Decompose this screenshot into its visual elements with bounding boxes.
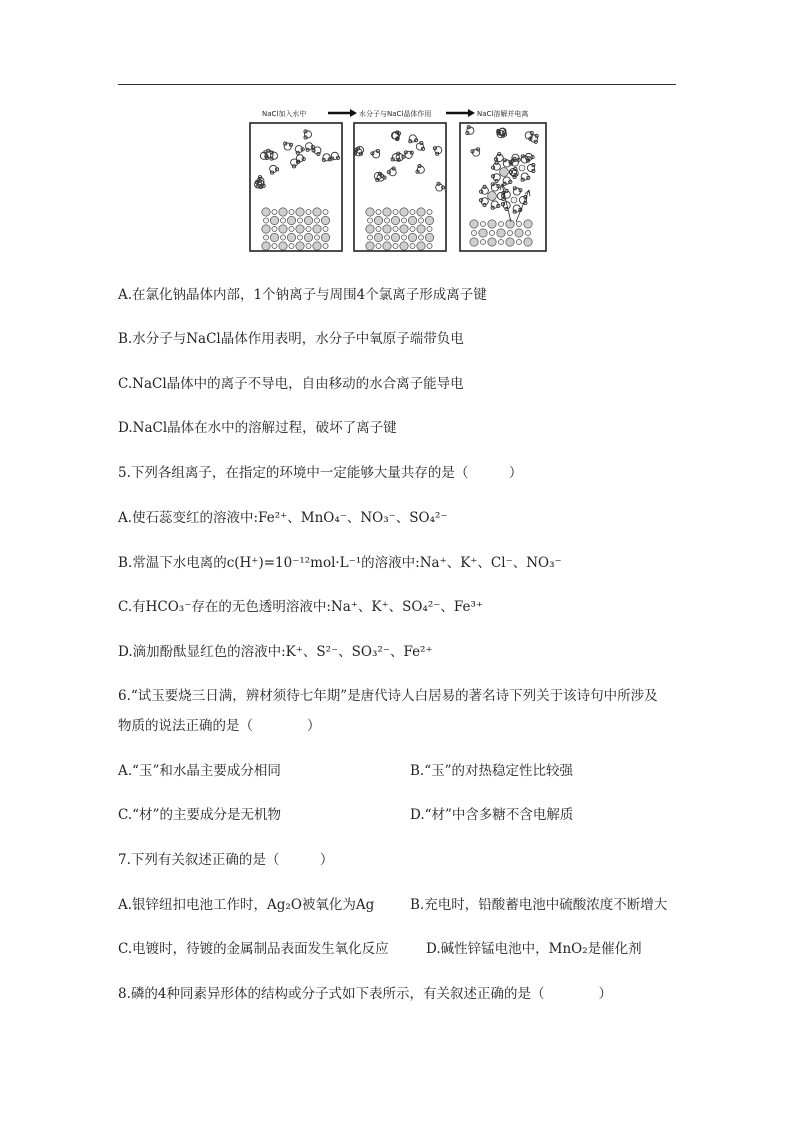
nacl-dissolution-figure [246, 104, 548, 254]
chloride-ion [279, 242, 287, 250]
sodium-ion [418, 218, 423, 223]
sodium-ion [376, 209, 381, 214]
chloride-ion [470, 220, 478, 228]
hydrated-ion [519, 165, 525, 171]
q5-stem: 5.下列各组离子，在指定的环境中一定能够大量共存的是（ ） [118, 465, 523, 481]
sodium-ion [323, 209, 328, 214]
q7-option-d: D.碱性锌锰电池中，MnO₂是催化剂 [426, 941, 642, 957]
chloride-ion [383, 208, 391, 216]
sodium-ion [297, 218, 302, 223]
sodium-ion [289, 226, 294, 231]
figure-label-1: NaCl加入水中 [262, 110, 307, 118]
sodium-ion [289, 209, 294, 214]
hydrated-ion [500, 168, 509, 177]
chloride-ion [313, 242, 321, 250]
chloride-ion [524, 238, 532, 246]
sodium-ion [384, 235, 389, 240]
q4-option-c: C.NaCl晶体中的离子不导电，自由移动的水合离子能导电 [118, 376, 464, 392]
sodium-ion [498, 239, 503, 244]
sodium-ion [272, 209, 277, 214]
chloride-ion [488, 220, 496, 228]
chloride-ion [287, 216, 295, 224]
chloride-ion [262, 225, 270, 233]
chloride-ion [400, 208, 408, 216]
sodium-ion [427, 243, 432, 248]
sodium-ion [280, 235, 285, 240]
sodium-ion [314, 235, 319, 240]
sodium-ion [480, 221, 485, 226]
chloride-ion [262, 208, 270, 216]
sodium-ion [297, 235, 302, 240]
chloride-ion [417, 242, 425, 250]
sodium-ion [393, 243, 398, 248]
chloride-ion [270, 233, 278, 241]
sodium-ion [410, 226, 415, 231]
chloride-ion [383, 242, 391, 250]
sodium-ion [525, 230, 530, 235]
chloride-ion [391, 233, 399, 241]
chloride-ion [374, 233, 382, 241]
q7-option-b: B.充电时，铅酸蓄电池中硫酸浓度不断增大 [410, 897, 668, 913]
q5-option-c: C.有HCO₃⁻存在的无色透明溶液中:Na⁺、K⁺、SO₄²⁻、Fe³⁺ [118, 599, 484, 615]
chloride-ion [262, 242, 270, 250]
chloride-ion [391, 216, 399, 224]
chloride-ion [524, 220, 532, 228]
q8-stem: 8.磷的4种同素异形体的结构或分子式如下表所示，有关叙述正确的是（ ） [118, 986, 612, 1002]
chloride-ion [506, 238, 514, 246]
sodium-ion [427, 209, 432, 214]
q6-stem-line-1: 6.“试玉要烧三日满，辨材须待七年期”是唐代诗人白居易的著名诗下列关于该诗句中所涉及 [118, 688, 658, 704]
sodium-ion [410, 209, 415, 214]
chloride-ion [488, 238, 496, 246]
chloride-ion [296, 225, 304, 233]
sodium-ion [401, 218, 406, 223]
sodium-ion [306, 243, 311, 248]
chloride-ion [425, 233, 433, 241]
q6-option-c: C.“材”的主要成分是无机物 [118, 807, 281, 823]
hydrated-ion [488, 192, 497, 201]
sodium-ion [376, 243, 381, 248]
sodium-ion [384, 218, 389, 223]
sodium-ion [418, 235, 423, 240]
sodium-ion [263, 235, 268, 240]
chloride-ion [506, 220, 514, 228]
sodium-ion [410, 243, 415, 248]
chloride-ion [366, 242, 374, 250]
chloride-ion [279, 208, 287, 216]
sodium-ion [306, 209, 311, 214]
chloride-ion [400, 242, 408, 250]
sodium-ion [393, 209, 398, 214]
sodium-ion [401, 235, 406, 240]
sodium-ion [263, 218, 268, 223]
chloride-ion [470, 238, 478, 246]
sodium-ion [498, 221, 503, 226]
chloride-ion [296, 242, 304, 250]
q6-stem-line-2: 物质的说法正确的是（ ） [118, 718, 321, 734]
chloride-ion [279, 225, 287, 233]
chloride-ion [425, 216, 433, 224]
sodium-ion [367, 235, 372, 240]
chloride-ion [479, 229, 487, 237]
chloride-ion [313, 225, 321, 233]
chloride-ion [287, 233, 295, 241]
sodium-ion [480, 239, 485, 244]
sodium-ion [323, 243, 328, 248]
figure-label-3: NaCl溶解并电离 [477, 110, 529, 118]
q4-option-d: D.NaCl晶体在水中的溶解过程，破坏了离子键 [118, 420, 397, 436]
chloride-ion [374, 216, 382, 224]
q5-option-a: A.使石蕊变红的溶液中:Fe²⁺、MnO₄⁻、NO₃⁻、SO₄²⁻ [118, 510, 448, 526]
sodium-ion [516, 239, 521, 244]
q6-option-b: B.“玉”的对热稳定性比较强 [410, 763, 574, 779]
chloride-ion [270, 216, 278, 224]
header-rule [118, 84, 676, 85]
sodium-ion [507, 230, 512, 235]
chloride-ion [515, 229, 523, 237]
sodium-ion [289, 243, 294, 248]
sodium-ion [393, 226, 398, 231]
sodium-ion [272, 243, 277, 248]
figure-label-2: 水分子与NaCl晶体作用 [359, 110, 432, 118]
chloride-ion [321, 233, 329, 241]
sodium-ion [376, 226, 381, 231]
chloride-ion [304, 216, 312, 224]
sodium-ion [272, 226, 277, 231]
sodium-ion [489, 230, 494, 235]
chloride-ion [400, 225, 408, 233]
sodium-ion [427, 226, 432, 231]
q7-option-a: A.银锌纽扣电池工作时，Ag₂O被氧化为Ag [118, 897, 375, 913]
chloride-ion [417, 208, 425, 216]
sodium-ion [516, 221, 521, 226]
sodium-ion [314, 218, 319, 223]
chloride-ion [366, 208, 374, 216]
sodium-ion [306, 226, 311, 231]
q4-option-b: B.水分子与NaCl晶体作用表明，水分子中氧原子端带负电 [118, 331, 464, 347]
q5-option-b: B.常温下水电离的c(H⁺)=10⁻¹²mol·L⁻¹的溶液中:Na⁺、K⁺、Cl⁻、NO₃⁻ [118, 555, 562, 571]
sodium-ion [323, 226, 328, 231]
chloride-ion [408, 233, 416, 241]
q7-option-c: C.电镀时，待镀的金属制品表面发生氧化反应 [118, 941, 389, 957]
chloride-ion [313, 208, 321, 216]
hydrated-ion [511, 197, 517, 203]
q6-option-a: A.“玉”和水晶主要成分相同 [118, 763, 281, 779]
chloride-ion [321, 216, 329, 224]
q6-option-d: D.“材”中含多糖不含电解质 [410, 807, 574, 823]
chloride-ion [366, 225, 374, 233]
chloride-ion [417, 225, 425, 233]
chloride-ion [296, 208, 304, 216]
chloride-ion [408, 216, 416, 224]
q7-stem: 7.下列有关叙述正确的是（ ） [118, 852, 334, 868]
chloride-ion [304, 233, 312, 241]
chloride-ion [497, 229, 505, 237]
sodium-ion [367, 218, 372, 223]
q4-option-a: A.在氯化钠晶体内部，1个钠离子与周围4个氯离子形成离子键 [118, 287, 487, 303]
q5-option-d: D.滴加酚酞显红色的溶液中:K⁺、S²⁻、SO₃²⁻、Fe²⁺ [118, 644, 433, 660]
sodium-ion [280, 218, 285, 223]
sodium-ion [471, 230, 476, 235]
chloride-ion [383, 225, 391, 233]
